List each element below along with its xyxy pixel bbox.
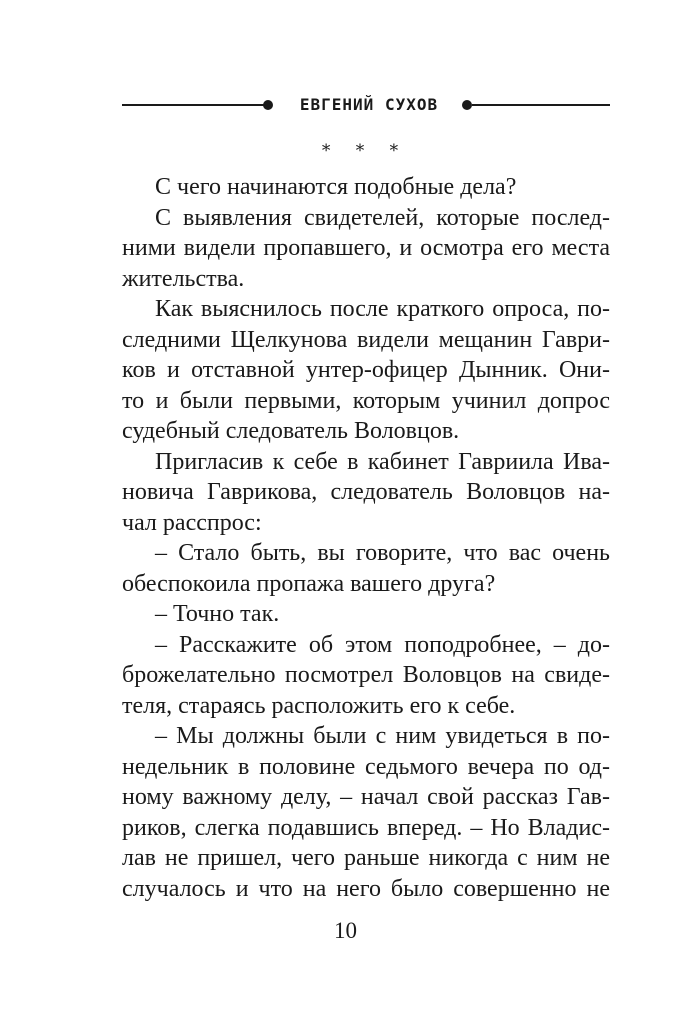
text-line: – Точно так.: [155, 601, 280, 627]
text-line: – Мы должны были с ним увидеться в по-: [155, 723, 610, 749]
text-line: С чего начинаются подобные дела?: [155, 174, 517, 200]
text-line: то и были первыми, которым учинил допрос: [122, 387, 610, 414]
text-line: жительства.: [122, 265, 245, 292]
text-line: лав не пришел, чего раньше никогда с ним не: [122, 845, 610, 871]
text-line: судебный следователь Воловцов.: [122, 418, 460, 444]
text-line: риков, слегка подавшись вперед. – Но Владис-: [122, 814, 610, 841]
running-header: [122, 90, 610, 120]
paragraph: [122, 447, 610, 539]
text-line: – Стало быть, вы говорите, что вас очень: [155, 540, 610, 566]
paragraph: [122, 599, 610, 630]
running-head-author: ЕВГЕНИЙ СУХОВ: [299, 95, 439, 114]
text-line: С выявления свидетелей, которые послед-: [155, 204, 610, 231]
header-dot-right: [462, 100, 472, 110]
text-line: новича Гаврикова, следователь Воловцов на-: [122, 479, 610, 505]
text-line: Пригласив к себе в кабинет Гавриила Ива-: [155, 448, 610, 475]
text-line: ков и отставной унтер-офицер Дынник. Они-: [122, 357, 610, 383]
body-text: [122, 172, 610, 904]
header-dot-left: [263, 100, 273, 110]
text-line: теля, стараясь расположить его к себе.: [122, 692, 516, 719]
section-break-asterisks: * * *: [321, 141, 409, 161]
text-line: ними видели пропавшего, и осмотра его места: [122, 235, 610, 261]
paragraph: [122, 203, 610, 295]
paragraph: [122, 172, 610, 203]
paragraph: [122, 721, 610, 904]
header-rule-right: [472, 104, 610, 106]
text-line: – Расскажите об этом поподробнее, – до-: [155, 631, 610, 658]
text-line: чал расспрос:: [122, 509, 262, 536]
header-rule-left: [122, 104, 265, 106]
text-line: недельник в половине седьмого вечера по од-: [122, 753, 610, 780]
page-number: 10: [334, 918, 357, 943]
paragraph: [122, 630, 610, 722]
text-line: Как выяснилось после краткого опроса, по-: [155, 296, 610, 322]
text-line: брожелательно посмотрел Воловцов на свиде-: [122, 662, 610, 688]
text-line: ному важному делу, – начал свой рассказ Гав-: [122, 784, 610, 810]
text-line: обеспокоила пропажа вашего друга?: [122, 570, 496, 597]
paragraph: [122, 538, 610, 599]
text-line: следними Щелкунова видели мещанин Гаври-: [122, 326, 610, 353]
text-line: случалось и что на него было совершенно не: [122, 875, 610, 902]
paragraph: [122, 294, 610, 447]
